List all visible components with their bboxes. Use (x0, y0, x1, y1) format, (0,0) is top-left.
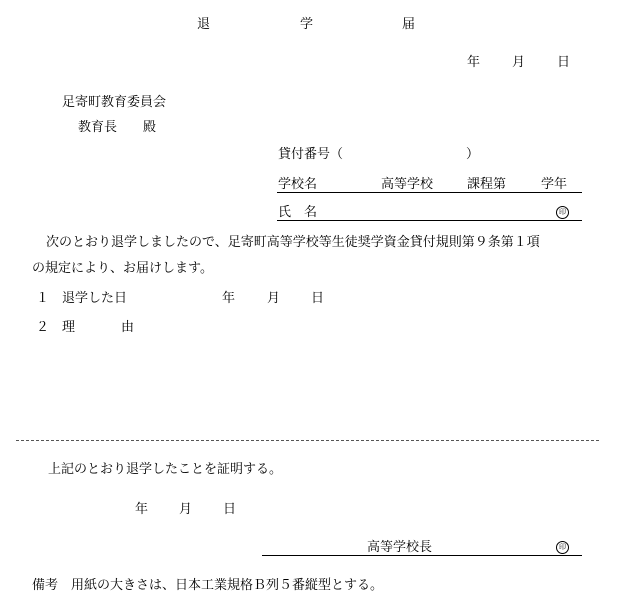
item-2-label-char-1: 理 (62, 320, 76, 335)
course-label: 課程第 (467, 177, 507, 192)
date-month: 月 (512, 55, 526, 70)
cert-date-month: 月 (179, 502, 193, 517)
title-char-2: 学 (300, 17, 314, 32)
seal-mark-applicant: 印 (556, 206, 569, 219)
principal-underline (262, 555, 582, 556)
school-underline (277, 192, 582, 193)
addressee-org: 足寄町教育委員会 (62, 95, 167, 110)
title-char-1: 退 (197, 17, 211, 32)
title-char-3: 届 (402, 17, 416, 32)
principal-label: 高等学校長 (367, 540, 433, 555)
item-1-label: 退学した日 (62, 291, 128, 306)
name-underline (277, 220, 582, 221)
item-2-label-char-2: 由 (121, 320, 135, 335)
seal-mark-principal: 印 (556, 541, 569, 554)
name-label: 氏 名 (278, 205, 318, 220)
date-day: 日 (557, 55, 571, 70)
date-year: 年 (467, 55, 481, 70)
item-1-month: 月 (267, 291, 281, 306)
loan-number-close: ） (466, 147, 480, 162)
cert-date-day: 日 (223, 502, 237, 517)
item-1-number: １ (36, 291, 50, 306)
body-line-1: 次のとおり退学しましたので、足寄町高等学校等生徒奨学資金貸付規則第９条第１項 (46, 235, 540, 250)
item-1-year: 年 (222, 291, 236, 306)
cut-line-divider (16, 440, 599, 441)
item-1-day: 日 (311, 291, 325, 306)
grade-label: 学年 (541, 177, 568, 192)
body-line-2: の規定により、お届けします。 (32, 261, 213, 276)
note-text: 備考 用紙の大きさは、日本工業規格Ｂ列５番縦型とする。 (32, 578, 384, 593)
school-name-label: 学校名 (278, 177, 318, 192)
cert-date-year: 年 (135, 502, 149, 517)
school-type: 高等学校 (381, 177, 434, 192)
item-2-number: ２ (36, 320, 50, 335)
certification-text: 上記のとおり退学したことを証明する。 (48, 462, 283, 477)
addressee-person: 教育長 殿 (78, 120, 157, 135)
loan-number-label: 貸付番号（ (278, 147, 344, 162)
